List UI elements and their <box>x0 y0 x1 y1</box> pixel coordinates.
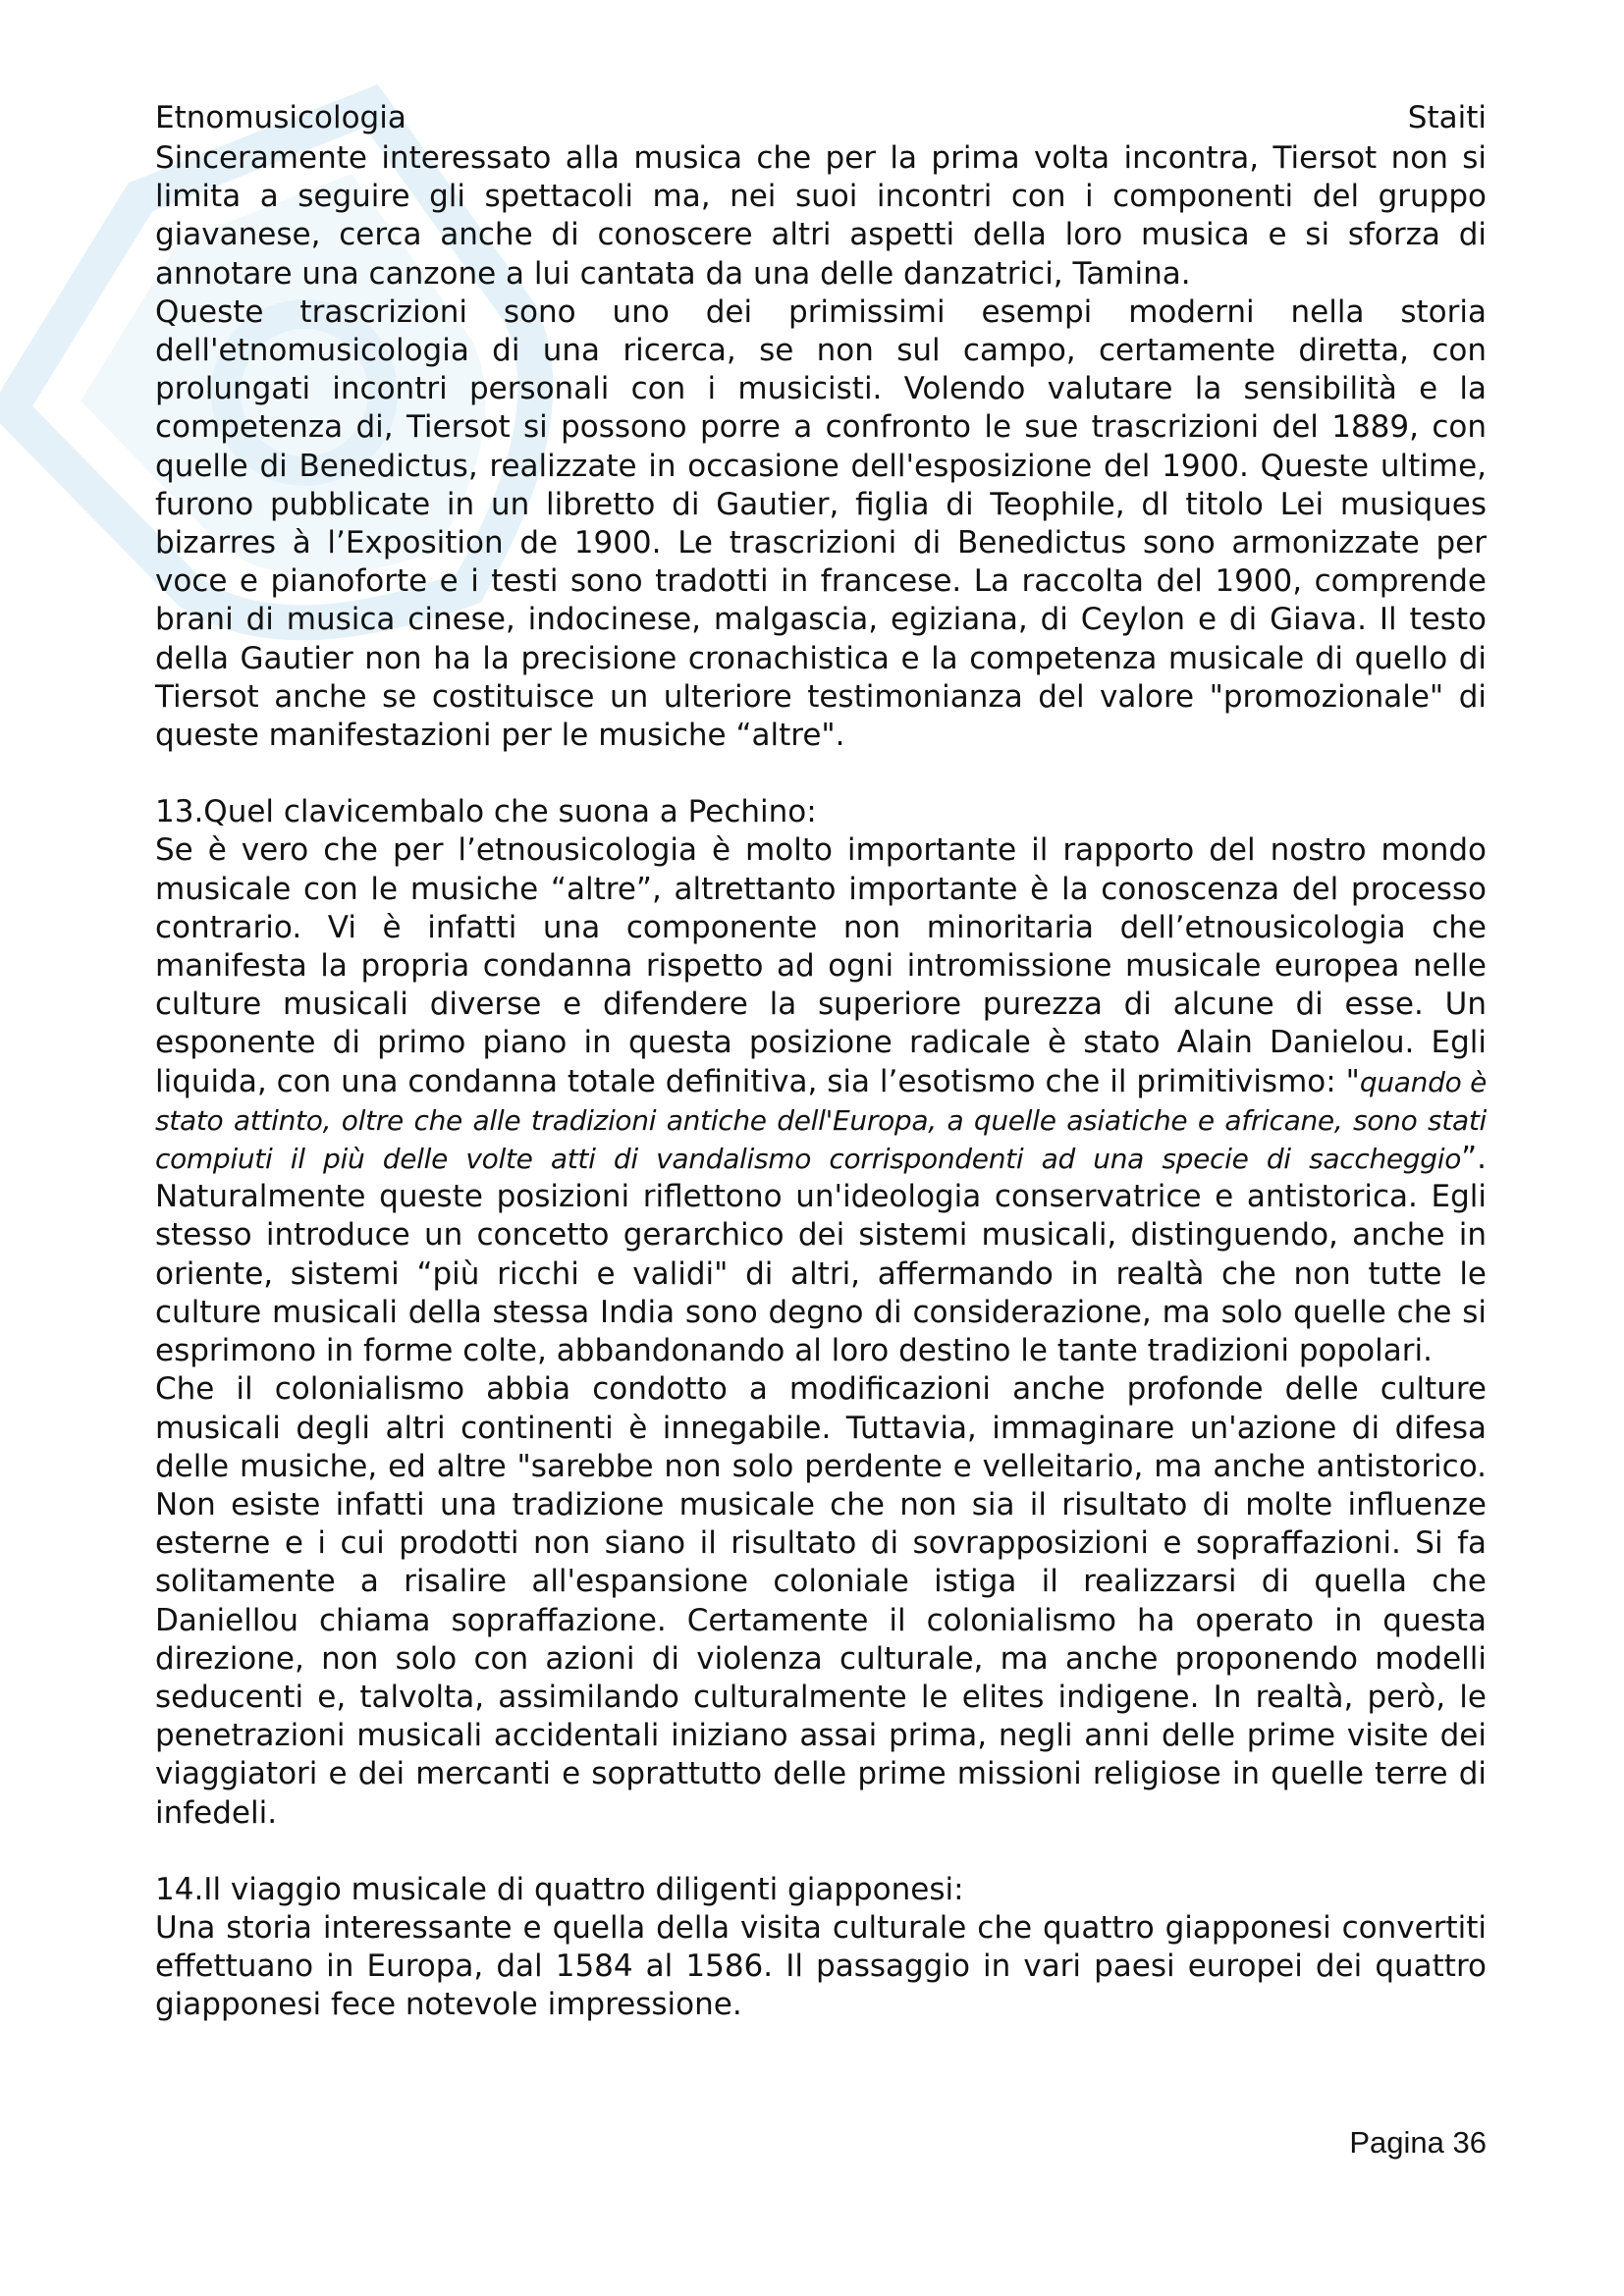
document-body <box>155 139 1487 2025</box>
paragraph-danielou <box>155 831 1487 1370</box>
paragraph-trascrizioni: Queste trascrizioni sono uno dei primissimi esempi moderni nella storia dell'etnomusicologia di una ricerca, se non sul campo, certamente diretta, con prolungati incontri personali con i musicisti. Volendo valutare la sensibilità e la competenza di, Tiersot si possono porre a confronto le sue trascrizioni del 1889, con quelle di Benedictus, realizzate in occasione dell'esposizione del 1900. Queste ultime, furono pubblicate in un libretto di Gautier, figlia di Teophile, dl titolo Lei musiques bizarres à l’Exposition de 1900. Le trascrizioni di Benedictus sono armonizzate per voce e pianoforte e i testi sono tradotti in francese. La raccolta del 1900, comprende brani di musica cinese, indocinese, malgascia, egiziana, di Ceylon e di Giava. Il testo della Gautier non ha la precisione cronachistica e la competenza musicale di quello di Tiersot anche se costituisce un ulteriore testimonianza del valore "promozionale" di queste manifestazioni per le musiche “altre". <box>155 294 1487 754</box>
header-course-title: Etnomusicologia <box>155 100 406 135</box>
paragraph-danielou-start: Se è vero che per l’etnousicologia è molto importante il rapporto del nostro mondo musicale con le musiche “altre”, altrettanto importante è la conoscenza del processo contrario. Vi è infatti una componente non minoritaria dell’etnousicologia che manifesta la propria condanna rispetto ad ogni intromissione musicale europea nelle culture musicali diverse e difendere la superiore purezza di alcune di esse. Un esponente di primo piano in questa posizione radicale è stato Alain Danielou. Egli liquida, con una condanna totale definitiva, sia l’esotismo che il primitivismo: " <box>155 832 1487 1099</box>
page-number: Pagina 36 <box>1349 2125 1487 2160</box>
header-author: Staiti <box>1407 100 1487 135</box>
section-heading-14: 14.Il viaggio musicale di quattro diligenti giapponesi: <box>155 1871 964 1907</box>
danielou-quote: quando è stato attinto, oltre che alle tradizioni antiche dell'Europa, a quelle asiatiche e africane, sono stati compiuti il più delle volte atti di vandalismo corrispondenti ad una specie di saccheggio <box>155 1065 1487 1176</box>
paragraph-tiersot-intro: Sinceramente interessato alla musica che per la prima volta incontra, Tiersot non si limita a seguire gli spettacoli ma, nei suoi incontri con i componenti del gruppo giavanese, cerca anche di conoscere altri aspetti della loro musica e si sforza di annotare una canzone a lui cantata da una delle danzatrici, Tamina. <box>155 140 1487 292</box>
paragraph-colonialismo: Che il colonialismo abbia condotto a modificazioni anche profonde delle culture musicali degli altri continenti è innegabile. Tuttavia, immaginare un'azione di difesa delle musiche, ed altre "sarebbe non solo perdente e velleitario, ma anche antistorico. Non esiste infatti una tradizione musicale che non sia il risultato di molte influenze esterne e i cui prodotti non siano il risultato di sovrapposizioni e sopraffazioni. Si fa solitamente a risalire all'espansione coloniale istiga il realizzarsi di quella che Daniellou chiama sopraffazione. Certamente il colonialismo ha operato in questa direzione, non solo con azioni di violenza culturale, ma anche proponendo modelli seducenti e, talvolta, assimilando culturalmente le elites indigene. In realtà, però, le penetrazioni musicali accidentali iniziano assai prima, negli anni delle prime visite dei viaggiatori e dei mercanti e soprattutto delle prime missioni religiose in quelle terre di infedeli. <box>155 1371 1487 1831</box>
document-page <box>155 96 1487 2025</box>
section-heading-13: 13.Quel clavicembalo che suona a Pechino: <box>155 794 817 830</box>
paragraph-giapponesi: Una storia interessante e quella della visita culturale che quattro giapponesi convertiti effettuano in Europa, dal 1584 al 1586. Il passaggio in vari paesi europei dei quattro giapponesi fece notevole impressione. <box>155 1909 1487 2023</box>
paragraph-danielou-end: ”. Naturalmente queste posizioni riflettono un'ideologia conservatrice e antistorica. Egli stesso introduce un concetto gerarchico dei sistemi musicali, distinguendo, anche in oriente, sistemi “più ricchi e validi" di altri, affermando in realtà che non tutte le culture musicali della stessa India sono degno di considerazione, ma solo quelle che si esprimono in forme colte, abbandonando al loro destino le tante tradizioni popolari. <box>155 1141 1487 1369</box>
page-header <box>155 96 1487 139</box>
